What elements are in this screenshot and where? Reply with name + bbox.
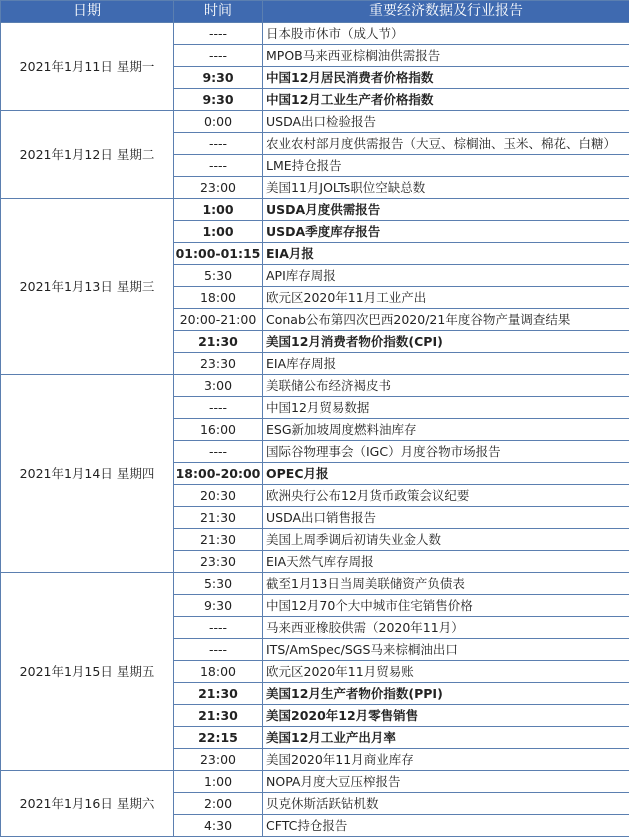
time-cell: 23:30 [174,551,263,573]
time-cell: 18:00-20:00 [174,463,263,485]
time-cell: 18:00 [174,287,263,309]
time-cell: ---- [174,133,263,155]
event-cell: ESG新加坡周度燃料油库存 [263,419,629,441]
day-date-cell: 2021年1月12日 星期二 [1,111,174,199]
event-cell: 农业农村部月度供需报告（大豆、棕榈油、玉米、棉花、白糖） [263,133,629,155]
event-cell: EIA天然气库存周报 [263,551,629,573]
event-cell: 贝克休斯活跃钻机数 [263,793,629,815]
time-cell: 2:00 [174,793,263,815]
time-cell: 23:00 [174,177,263,199]
time-cell: 20:30 [174,485,263,507]
event-cell: EIA月报 [263,243,629,265]
header-row [1,1,629,23]
time-cell: ---- [174,45,263,67]
calendar-body [1,23,629,837]
time-cell: 1:00 [174,199,263,221]
event-cell: 中国12月居民消费者价格指数 [263,67,629,89]
event-cell: 美国2020年12月零售销售 [263,705,629,727]
time-cell: 21:30 [174,529,263,551]
table-row [1,23,629,45]
event-cell: 中国12月70个大中城市住宅销售价格 [263,595,629,617]
time-cell: 23:00 [174,749,263,771]
time-cell: ---- [174,441,263,463]
day-date-cell: 2021年1月11日 星期一 [1,23,174,111]
event-cell: 国际谷物理事会（IGC）月度谷物市场报告 [263,441,629,463]
event-cell: 美国12月生产者物价指数(PPI) [263,683,629,705]
day-date-cell: 2021年1月15日 星期五 [1,573,174,771]
event-cell: Conab公布第四次巴西2020/21年度谷物产量调查结果 [263,309,629,331]
time-cell: 3:00 [174,375,263,397]
header-date: 日期 [1,1,174,23]
day-date-cell: 2021年1月14日 星期四 [1,375,174,573]
day-date-cell: 2021年1月13日 星期三 [1,199,174,375]
event-cell: CFTC持仓报告 [263,815,629,837]
time-cell: ---- [174,23,263,45]
time-cell: 5:30 [174,573,263,595]
time-cell: 01:00-01:15 [174,243,263,265]
event-cell: 美国上周季调后初请失业金人数 [263,529,629,551]
time-cell: 21:30 [174,331,263,353]
event-cell: USDA出口检验报告 [263,111,629,133]
table-row [1,199,629,221]
event-cell: 欧元区2020年11月贸易账 [263,661,629,683]
event-cell: OPEC月报 [263,463,629,485]
event-cell: 美联储公布经济褐皮书 [263,375,629,397]
time-cell: ---- [174,617,263,639]
time-cell: 21:30 [174,705,263,727]
time-cell: 0:00 [174,111,263,133]
event-cell: NOPA月度大豆压榨报告 [263,771,629,793]
time-cell: ---- [174,639,263,661]
time-cell: 16:00 [174,419,263,441]
time-cell: 21:30 [174,507,263,529]
time-cell: 9:30 [174,67,263,89]
event-cell: USDA季度库存报告 [263,221,629,243]
event-cell: 日本股市休市（成人节） [263,23,629,45]
table-row [1,573,629,595]
header-event: 重要经济数据及行业报告 [263,1,629,23]
time-cell: 18:00 [174,661,263,683]
event-cell: 截至1月13日当周美联储资产负债表 [263,573,629,595]
time-cell: 1:00 [174,771,263,793]
event-cell: 欧元区2020年11月工业产出 [263,287,629,309]
event-cell: 美国12月工业产出月率 [263,727,629,749]
table-row [1,375,629,397]
event-cell: 美国11月JOLTs职位空缺总数 [263,177,629,199]
event-cell: MPOB马来西亚棕榈油供需报告 [263,45,629,67]
event-cell: USDA月度供需报告 [263,199,629,221]
time-cell: ---- [174,397,263,419]
time-cell: 9:30 [174,89,263,111]
time-cell: 4:30 [174,815,263,837]
time-cell: 9:30 [174,595,263,617]
event-cell: 中国12月工业生产者价格指数 [263,89,629,111]
table-row [1,111,629,133]
event-cell: 中国12月贸易数据 [263,397,629,419]
event-cell: 美国12月消费者物价指数(CPI) [263,331,629,353]
event-cell: ITS/AmSpec/SGS马来棕榈油出口 [263,639,629,661]
event-cell: API库存周报 [263,265,629,287]
time-cell: 20:00-21:00 [174,309,263,331]
time-cell: 21:30 [174,683,263,705]
day-date-cell: 2021年1月16日 星期六 [1,771,174,837]
header-time: 时间 [174,1,263,23]
event-cell: USDA出口销售报告 [263,507,629,529]
table-row [1,771,629,793]
event-cell: EIA库存周报 [263,353,629,375]
time-cell: 1:00 [174,221,263,243]
event-cell: LME持仓报告 [263,155,629,177]
time-cell: 22:15 [174,727,263,749]
event-cell: 马来西亚橡胶供需（2020年11月） [263,617,629,639]
time-cell: 5:30 [174,265,263,287]
event-cell: 欧洲央行公布12月货币政策会议纪要 [263,485,629,507]
time-cell: ---- [174,155,263,177]
time-cell: 23:30 [174,353,263,375]
event-cell: 美国2020年11月商业库存 [263,749,629,771]
